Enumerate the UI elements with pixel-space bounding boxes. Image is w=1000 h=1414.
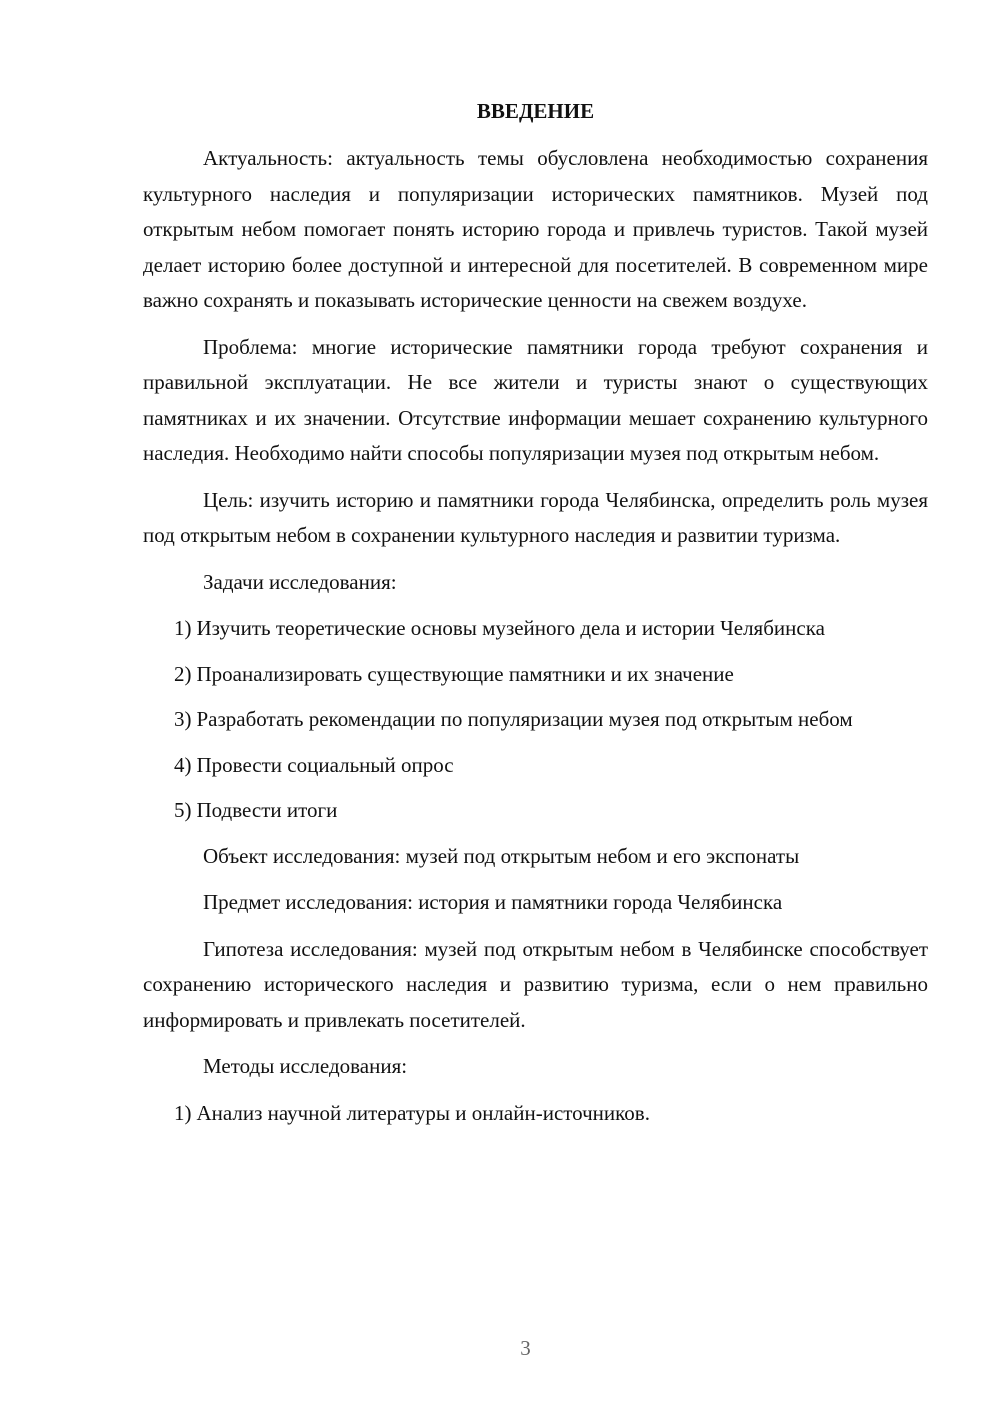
list-item bbox=[143, 793, 928, 829]
hypothesis-paragraph: Гипотеза исследования: музей под открытым небом в Челябинске способствует сохранению исторического наследия и развитию туризма, если о нем правильно информировать и привлекать посетителей. bbox=[143, 936, 928, 1032]
list-item-text: Подвести итоги bbox=[196, 798, 338, 822]
list-item bbox=[143, 702, 928, 738]
list-item-number: 1) bbox=[174, 1100, 192, 1125]
list-item-number: 3) bbox=[174, 707, 192, 731]
problem-paragraph: Проблема: многие исторические памятники города требуют сохранения и правильной эксплуатации. Не все жители и туристы знают о существующих памятниках и их значении. Отсутствие информации мешает сохранению культурного наследия. Необходимо найти способы популяризации музея под открытым небом. bbox=[143, 334, 928, 465]
list-item bbox=[143, 748, 928, 784]
list-item-text: Провести социальный опрос bbox=[196, 752, 454, 777]
subject-paragraph: Предмет исследования: история и памятники города Челябинска bbox=[203, 890, 783, 914]
list-item bbox=[143, 657, 928, 693]
list-item-text: Проанализировать существующие памятники и их значение bbox=[196, 661, 734, 686]
list-item-text: Анализ научной литературы и онлайн-источников. bbox=[196, 1100, 650, 1125]
list-item-number: 5) bbox=[174, 798, 192, 822]
list-item-text: Разработать рекомендации по популяризации музея под открытым небом bbox=[196, 707, 853, 731]
page-number: 3 bbox=[520, 1336, 531, 1360]
document-page bbox=[143, 0, 928, 1414]
list-item-number: 4) bbox=[174, 752, 192, 777]
methods-heading: Методы исследования: bbox=[203, 1054, 408, 1078]
page-title: ВВЕДЕНИЕ bbox=[476, 99, 595, 123]
tasks-heading: Задачи исследования: bbox=[203, 569, 397, 594]
list-item bbox=[143, 1096, 928, 1132]
document-body bbox=[143, 141, 928, 1141]
object-paragraph: Объект исследования: музей под открытым небом и его экспонаты bbox=[203, 843, 800, 868]
list-item-text: Изучить теоретические основы музейного дела и истории Челябинска bbox=[196, 616, 825, 640]
relevance-paragraph: Актуальность: актуальность темы обусловлена необходимостью сохранения культурного наследия и популяризации исторических памятников. Музей под открытым небом помогает понять историю города и привлечь туристов. Такой музей делает историю более доступной и интересной для посетителей. В современном мире важно сохранять и показывать исторические ценности на свежем воздухе. bbox=[143, 146, 928, 312]
goal-paragraph: Цель: изучить историю и памятники города Челябинска, определить роль музея под открытым небом в сохранении культурного наследия и развитии туризма. bbox=[143, 487, 928, 547]
list-item bbox=[143, 611, 928, 647]
list-item-number: 1) bbox=[174, 616, 192, 640]
list-item-number: 2) bbox=[174, 661, 192, 686]
